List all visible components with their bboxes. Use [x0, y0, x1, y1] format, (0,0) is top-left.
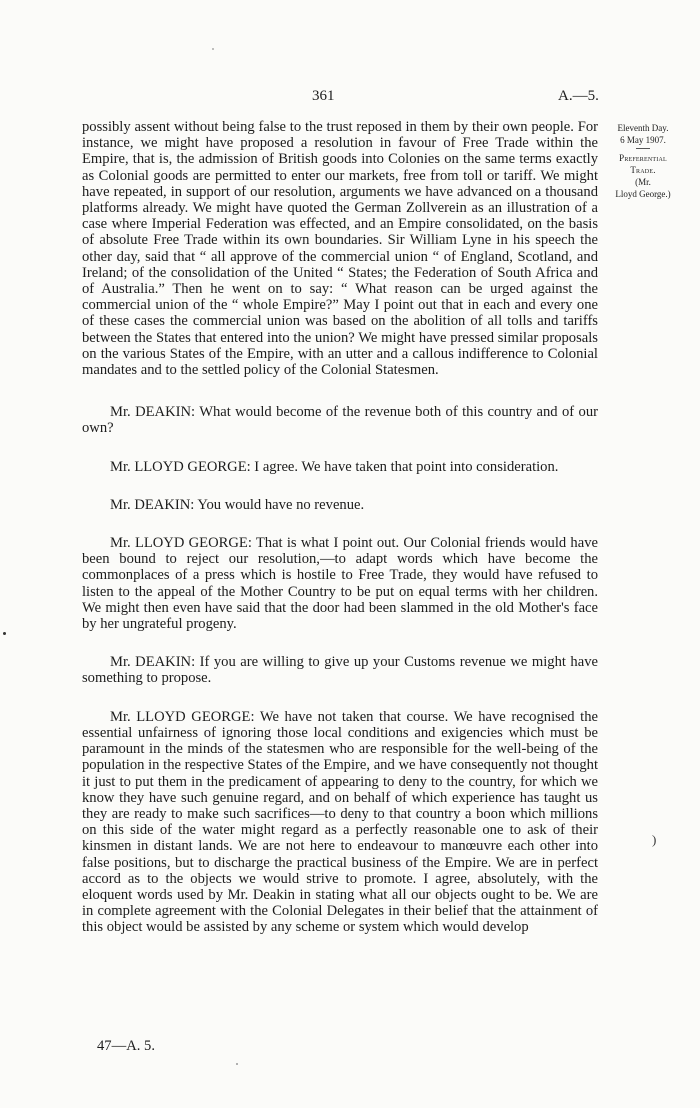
margin-note-day: Eleventh Day.: [617, 123, 669, 133]
printer-signature: 47—A. 5.: [97, 1038, 155, 1054]
page-speck: [212, 48, 214, 50]
margin-note-date: 6 May 1907.: [620, 135, 666, 145]
page-number: 361: [312, 88, 335, 104]
margin-note-topic-line1: Preferential: [619, 153, 667, 163]
page-speck-bottom: [236, 1063, 238, 1065]
margin-note-topic-line2: Trade.: [630, 165, 656, 175]
body-text: [82, 119, 598, 958]
margin-note: [608, 122, 678, 200]
paragraph-deakin-1: Mr. DEAKIN: What would become of the revenue both of this country and of our own?: [82, 404, 598, 437]
paragraph-lloyd-george-1: Mr. LLOYD GEORGE: I agree. We have taken that point into consideration.: [110, 458, 559, 475]
paragraph-deakin-3: Mr. DEAKIN: If you are willing to give up your Customs revenue we might have something to propose.: [82, 654, 598, 687]
paragraph-lloyd-george-2: Mr. LLOYD GEORGE: That is what I point out. Our Colonial friends would have been bound to reject our resolution,—to adapt words which have become the commonplaces of a press which is hostile to Free Trade, they would have refused to listen to the appeal of the Mother Country to be put on equal terms with her children. We might then even have said that the door had been slammed in the old Mother's face by her ungrateful progeny.: [82, 535, 598, 633]
paragraph-deakin-2: Mr. DEAKIN: You would have no revenue.: [110, 496, 365, 513]
margin-tick-mark: ): [652, 832, 657, 847]
margin-note-rule: [636, 148, 650, 149]
page-reference: A.—5.: [558, 88, 599, 104]
paragraph-lloyd-george-3: Mr. LLOYD GEORGE: We have not taken that course. We have recognised the essential unfairness of ignoring those local conditions and exigencies which must be paramount in the minds of the statesmen who are responsible for the well-being of the population in the respective States of the Empire, and we have consequently not thought it just to put them in the predicament of appearing to deny to the country, for which we know they have such genuine regard, and on behalf of which experience has taught us they are ready to make such sacrifices—to deny to that country a boon which millions on this side of the water might regard as a perfectly reasonable one to ask of their kinsmen in distant lands. We are not here to endeavour to manœuvre each other into false positions, but to discharge the practical business of the Empire. We are in perfect accord as to the objects we would strive to promote. I agree, absolutely, with the eloquent words used by Mr. Deakin in stating what all our objects ought to be. We are in complete agreement with the Colonial Delegates in their belief that the attainment of this object would be assisted by any scheme or system which would develop: [82, 708, 598, 936]
margin-note-speaker-line2: Lloyd George.): [615, 189, 671, 199]
margin-note-speaker-line1: (Mr.: [635, 177, 651, 187]
margin-speck: [3, 632, 6, 635]
paragraph-continuation: possibly assent without being false to the trust reposed in them by their own people. For instance, we might have proposed a resolution in favour of Free Trade within the Empire, that is, the admission of British goods into Colonies on the same terms exactly as Colonial goods are permitted to enter our markets, free from toll or tariff. We might have repeated, in support of our resolution, arguments we have advanced on a thousand platforms already. We might have quoted the German Zollverein as an illustration of a case where Imperial Federation was effected, and an Empire consolidated, on the basis of absolute Free Trade within its own boundaries. Sir William Lyne in his speech the other day, said that “ all approve of the commercial union “ of England, Scotland, and Ireland; of the consolidation of the United “ States; the Federation of South Africa and of Australia.” Then he went on to say: “ What reason can be urged against the commercial union of the “ whole Empire?” May I point out that in each and every one of these cases the commercial union was based on the abolition of all tolls and tariffs between the States that entered into the union? We might have pressed similar proposals on the various States of the Empire, with an utter and a callous indifference to Colonial mandates and to the settled policy of the Colonial Statesmen.: [82, 119, 598, 379]
